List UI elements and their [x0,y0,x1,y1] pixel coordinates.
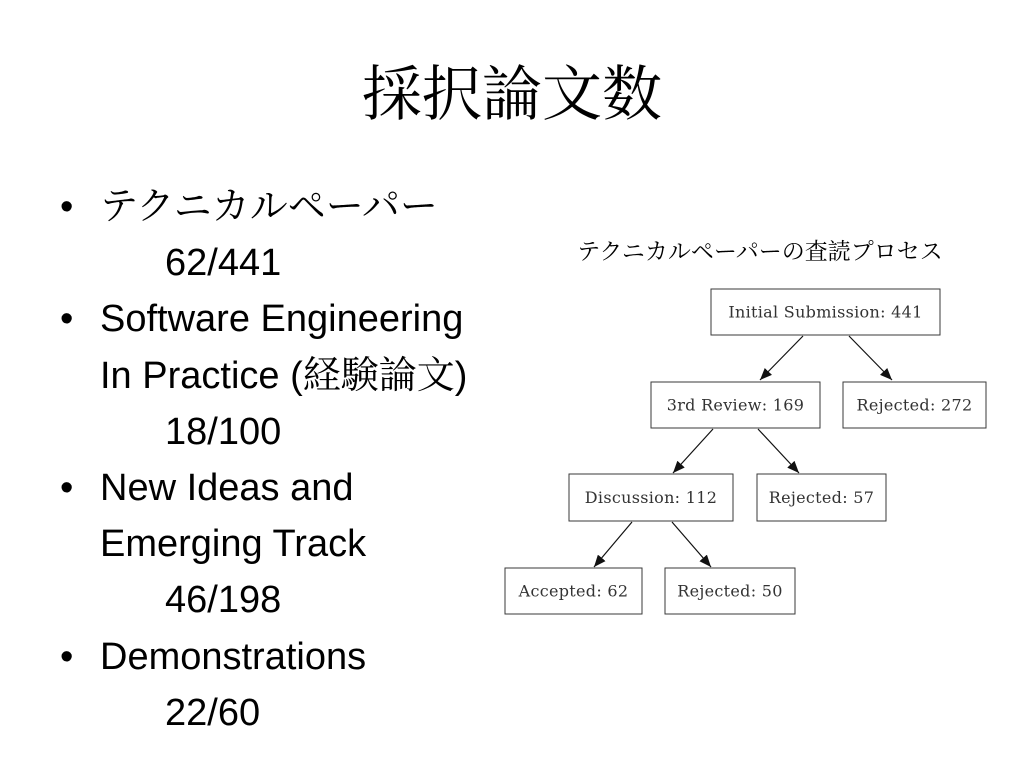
arrow-review-to-rejected-57 [758,429,799,473]
bullet-text: Emerging Track [100,523,367,566]
arrow-initial-to-review [760,336,803,380]
node-label: Rejected: 50 [677,581,783,601]
arrow-initial-to-rejected-272 [849,336,892,380]
bullet-item-seip [60,291,500,460]
node-initial-submission [711,289,940,335]
bullet-line [60,629,500,685]
node-accepted [505,568,642,614]
bullet-text: In Practice (経験論文) [100,354,468,397]
node-label: Discussion: 112 [584,488,718,507]
node-label: Accepted: 62 [518,581,629,601]
bullet-line [60,460,500,516]
bullet-list [60,179,500,741]
bullet-line-continued [60,348,500,404]
node-label: Initial Submission: 441 [728,302,923,322]
node-rejected-50 [665,568,795,614]
node-label: Rejected: 57 [768,488,875,507]
bullet-line [60,179,500,235]
node-third-review [651,382,820,428]
node-discussion [569,474,733,521]
bullet-glyph: • [60,186,74,228]
bullet-glyph: • [60,466,74,509]
bullet-glyph: • [60,635,74,678]
node-rejected-57 [757,474,886,521]
node-label: 3rd Review: 169 [666,395,805,415]
bullet-text: テクニカルペーパー [100,186,438,228]
diagram-caption: テクニカルペーパーの査読プロセス [577,238,943,264]
node-label: Rejected: 272 [856,395,973,415]
acceptance-ratio: 18/100 [165,410,282,453]
review-process-diagram [495,280,995,625]
bullet-text: Software Engineering [100,298,464,341]
bullet-item-demonstrations [60,629,500,741]
bullet-item-technical-papers [60,179,500,291]
bullet-glyph: • [60,298,74,341]
bullet-item-nier [60,460,500,629]
bullet-text: New Ideas and [100,466,354,509]
acceptance-ratio: 62/441 [165,242,282,285]
acceptance-ratio: 46/198 [165,579,282,622]
arrow-discussion-to-rejected-50 [672,522,711,567]
bullet-line [60,291,500,347]
arrow-discussion-to-accepted [594,522,632,567]
arrow-review-to-discussion [673,429,713,473]
node-rejected-272 [843,382,986,428]
slide-title: 採択論文数 [362,61,662,128]
bullet-text: Demonstrations [100,635,367,678]
bullet-line-continued [60,516,500,572]
acceptance-ratio: 22/60 [165,691,261,734]
